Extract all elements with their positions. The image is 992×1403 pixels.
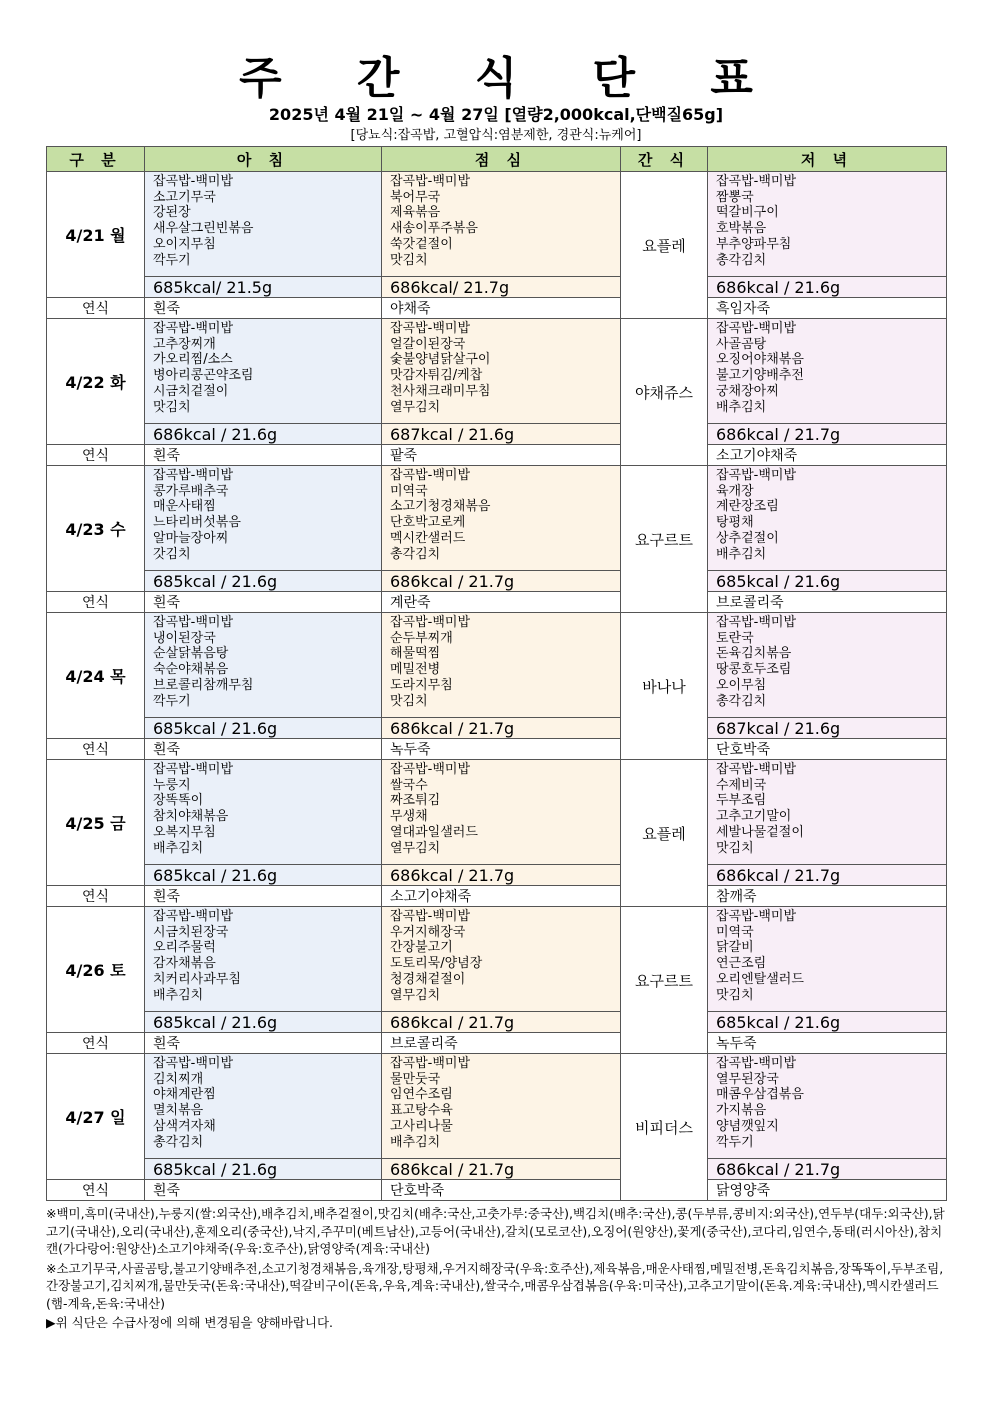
breakfast-items-cell (145, 172, 382, 277)
menu-item: 잡곡밥-백미밥 (716, 909, 797, 924)
lunch-items-list (382, 466, 620, 570)
menu-item: 북어무국 (390, 189, 441, 205)
header-lunch: 점 심 (382, 147, 621, 172)
menu-item: 총각김치 (716, 693, 767, 709)
dinner-porridge: 녹두죽 (708, 1033, 947, 1054)
menu-item: 잡곡밥-백미밥 (716, 321, 797, 336)
day-label: 4/27 일 (47, 1054, 145, 1180)
menu-item: 깍두기 (153, 252, 191, 268)
menu-item: 잡곡밥-백미밥 (716, 762, 797, 777)
dinner-items-list (708, 760, 946, 864)
dinner-items-list (708, 613, 946, 717)
day-menu-row (47, 172, 947, 277)
menu-item: 무생채 (390, 809, 428, 825)
breakfast-calorie: 685kcal / 21.6g (145, 718, 382, 739)
day-menu-row (47, 466, 947, 571)
breakfast-calorie: 685kcal / 21.6g (145, 865, 382, 886)
lunch-calorie: 686kcal / 21.7g (382, 571, 621, 592)
dinner-items-cell (708, 613, 947, 718)
menu-item: 장똑똑이 (153, 793, 204, 809)
menu-item: 육개장 (716, 483, 754, 499)
lunch-calorie: 686kcal/ 21.7g (382, 277, 621, 298)
breakfast-calorie: 685kcal / 21.6g (145, 571, 382, 592)
porridge-label: 연식 (47, 445, 145, 466)
lunch-items-cell (382, 172, 621, 277)
breakfast-calorie: 685kcal / 21.6g (145, 1159, 382, 1180)
menu-item: 계란장조림 (716, 499, 779, 515)
notes-section (46, 1205, 946, 1334)
menu-item: 연근조림 (716, 956, 767, 972)
menu-item: 열무된장국 (716, 1071, 779, 1087)
menu-item: 메밀전병 (390, 662, 441, 678)
menu-item: 간장불고기 (390, 940, 453, 956)
breakfast-porridge: 흰죽 (145, 445, 382, 466)
breakfast-porridge: 흰죽 (145, 298, 382, 319)
menu-item: 알마늘장아찌 (153, 530, 229, 546)
lunch-calorie: 686kcal / 21.7g (382, 865, 621, 886)
dinner-items-cell (708, 319, 947, 424)
menu-body (47, 172, 947, 1201)
lunch-items-cell (382, 760, 621, 865)
breakfast-porridge: 흰죽 (145, 592, 382, 613)
menu-item: 도라지무침 (390, 677, 453, 693)
menu-item: 시금치된장국 (153, 924, 229, 940)
menu-item: 떡갈비구이 (716, 205, 779, 221)
menu-item: 냉이된장국 (153, 630, 216, 646)
dinner-porridge: 브로콜리죽 (708, 592, 947, 613)
menu-item: 총각김치 (716, 252, 767, 268)
menu-item: 소고기청경채볶음 (390, 499, 491, 515)
menu-item: 맛김치 (390, 252, 428, 268)
calorie-row (47, 277, 947, 298)
menu-item: 짜조튀김 (390, 793, 441, 809)
lunch-items-cell (382, 319, 621, 424)
change-notice: ▶위 식단은 수급사정에 의해 변경됨을 양해바랍니다. (46, 1315, 334, 1330)
origin-note-2: ※소고기무국,사골곰탕,불고기양배추전,소고기청경채볶음,육개장,탕평채,우거지해장국(우육:호주산),제육볶음,매운사태찜,메밀전병,돈육김치볶음,장똑똑이,두부조림,간장불고기,김치찌개,물만둣국(돈육:국내산),떡갈비구이(돈육,우육,계육:국내산),쌀국수,매콤우삼겹볶음(우육:미국산),고추고기말이(돈육.계육:국내산),멕시칸샐러드(햄-계육,돈육:국내산) (46, 1260, 944, 1311)
menu-item: 열대과일샐러드 (390, 824, 478, 840)
lunch-items-cell (382, 466, 621, 571)
calorie-row (47, 1012, 947, 1033)
menu-item: 해물떡찜 (390, 646, 441, 662)
menu-item: 소고기무국 (153, 189, 216, 205)
dinner-calorie: 686kcal / 21.6g (708, 277, 947, 298)
weekly-menu-table (46, 146, 947, 1201)
menu-item: 쑥갓겉절이 (390, 236, 453, 252)
table-header-row (47, 147, 947, 172)
date-range-subtitle: 2025년 4월 21일 ~ 4월 27일 [열량2,000kcal,단백질65g] (268, 105, 724, 124)
lunch-calorie: 686kcal / 21.7g (382, 1159, 621, 1180)
menu-item: 잡곡밥-백미밥 (390, 174, 471, 189)
menu-item: 숙순야채볶음 (153, 662, 229, 678)
menu-item: 잡곡밥-백미밥 (716, 1056, 797, 1071)
dinner-porridge: 단호박죽 (708, 739, 947, 760)
calorie-row (47, 1159, 947, 1180)
menu-item: 잡곡밥-백미밥 (390, 468, 471, 483)
menu-item: 매콤우삼겹볶음 (716, 1087, 804, 1103)
dinner-porridge: 참깨죽 (708, 886, 947, 907)
breakfast-items-list (145, 613, 381, 717)
menu-item: 우거지해장국 (390, 924, 466, 940)
menu-item: 잡곡밥-백미밥 (153, 1056, 234, 1071)
breakfast-porridge: 흰죽 (145, 886, 382, 907)
menu-item: 가지볶음 (716, 1103, 767, 1119)
menu-item: 갓김치 (153, 546, 191, 562)
snack-item: 요구르트 (621, 466, 708, 613)
menu-item: 미역국 (716, 924, 754, 940)
breakfast-items-list (145, 1054, 381, 1158)
menu-item: 궁채장아찌 (716, 383, 779, 399)
porridge-row (47, 1033, 947, 1054)
menu-item: 매운사태찜 (153, 499, 216, 515)
menu-item: 깍두기 (716, 1134, 754, 1150)
menu-item: 야채계란찜 (153, 1087, 216, 1103)
menu-item: 깍두기 (153, 693, 191, 709)
day-label: 4/21 월 (47, 172, 145, 298)
porridge-label: 연식 (47, 886, 145, 907)
header-day: 구 분 (47, 147, 145, 172)
breakfast-items-cell (145, 466, 382, 571)
lunch-porridge: 팥죽 (382, 445, 621, 466)
menu-item: 배추김치 (716, 546, 767, 562)
menu-item: 잡곡밥-백미밥 (390, 321, 471, 336)
menu-item: 잡곡밥-백미밥 (153, 468, 234, 483)
menu-item: 잡곡밥-백미밥 (153, 174, 234, 189)
dinner-items-cell (708, 760, 947, 865)
dinner-calorie: 685kcal / 21.6g (708, 571, 947, 592)
menu-item: 병아리콩곤약조림 (153, 368, 254, 384)
menu-item: 천사채크래미무침 (390, 383, 491, 399)
menu-item: 맛김치 (390, 693, 428, 709)
header-snack: 간 식 (621, 147, 708, 172)
lunch-porridge: 단호박죽 (382, 1180, 621, 1201)
menu-item: 잡곡밥-백미밥 (153, 321, 234, 336)
breakfast-porridge: 흰죽 (145, 1033, 382, 1054)
menu-item: 불고기양배추전 (716, 368, 804, 384)
menu-item: 시금치겉절이 (153, 383, 229, 399)
menu-item: 오복지무침 (153, 824, 216, 840)
porridge-label: 연식 (47, 739, 145, 760)
breakfast-porridge: 흰죽 (145, 1180, 382, 1201)
day-menu-row (47, 760, 947, 865)
lunch-items-list (382, 1054, 620, 1158)
day-menu-row (47, 1054, 947, 1159)
menu-item: 콩가루배추국 (153, 483, 229, 499)
dinner-porridge: 흑임자죽 (708, 298, 947, 319)
menu-item: 탕평채 (716, 515, 754, 531)
menu-item: 사골곰탕 (716, 336, 767, 352)
dinner-calorie: 686kcal / 21.7g (708, 865, 947, 886)
dinner-items-cell (708, 172, 947, 277)
menu-item: 두부조림 (716, 793, 767, 809)
menu-item: 세발나물겉절이 (716, 824, 804, 840)
breakfast-items-cell (145, 319, 382, 424)
menu-item: 맛김치 (716, 840, 754, 856)
porridge-label: 연식 (47, 1180, 145, 1201)
menu-item: 순살닭볶음탕 (153, 646, 229, 662)
lunch-calorie: 687kcal / 21.6g (382, 424, 621, 445)
menu-item: 땅콩호두조림 (716, 662, 792, 678)
porridge-row (47, 739, 947, 760)
menu-item: 잡곡밥-백미밥 (153, 762, 234, 777)
porridge-row (47, 592, 947, 613)
menu-item: 누룽지 (153, 777, 191, 793)
snack-item: 비피더스 (621, 1054, 708, 1201)
menu-item: 단호박고로케 (390, 515, 466, 531)
dinner-calorie: 685kcal / 21.6g (708, 1012, 947, 1033)
menu-item: 잡곡밥-백미밥 (390, 762, 471, 777)
menu-item: 맛김치 (153, 399, 191, 415)
menu-item: 고사리나물 (390, 1118, 453, 1134)
breakfast-items-cell (145, 760, 382, 865)
menu-item: 돈육김치볶음 (716, 646, 792, 662)
breakfast-calorie: 685kcal / 21.6g (145, 1012, 382, 1033)
menu-item: 멕시칸샐러드 (390, 530, 466, 546)
breakfast-items-list (145, 466, 381, 570)
menu-item: 오이무침 (716, 677, 767, 693)
menu-item: 수제비국 (716, 777, 767, 793)
calorie-row (47, 865, 947, 886)
menu-item: 토란국 (716, 630, 754, 646)
day-label: 4/23 수 (47, 466, 145, 592)
menu-item: 열무김치 (390, 399, 441, 415)
menu-item: 총각김치 (390, 546, 441, 562)
menu-item: 청경채겉절이 (390, 971, 466, 987)
menu-item: 감자채볶음 (153, 956, 216, 972)
menu-item: 삼색겨자채 (153, 1118, 216, 1134)
porridge-label: 연식 (47, 1033, 145, 1054)
dinner-items-cell (708, 907, 947, 1012)
lunch-calorie: 686kcal / 21.7g (382, 1012, 621, 1033)
menu-item: 총각김치 (153, 1134, 204, 1150)
menu-item: 가오리찜/소스 (153, 352, 233, 368)
breakfast-items-list (145, 760, 381, 864)
menu-item: 잡곡밥-백미밥 (390, 909, 471, 924)
menu-item: 멸치볶음 (153, 1103, 204, 1119)
menu-item: 강된장 (153, 205, 191, 221)
porridge-row (47, 1180, 947, 1201)
breakfast-items-list (145, 907, 381, 1011)
diet-note: [당뇨식:잡곡밥, 고혈압식:염분제한, 경관식:뉴케어] (350, 128, 642, 143)
porridge-label: 연식 (47, 592, 145, 613)
menu-item: 열무김치 (390, 840, 441, 856)
day-menu-row (47, 319, 947, 424)
menu-item: 오징어야채볶음 (716, 352, 804, 368)
menu-item: 상추겉절이 (716, 530, 779, 546)
header-breakfast: 아 침 (145, 147, 382, 172)
snack-item: 요구르트 (621, 907, 708, 1054)
menu-item: 물만둣국 (390, 1071, 441, 1087)
dinner-items-list (708, 907, 946, 1011)
lunch-items-list (382, 907, 620, 1011)
menu-item: 잡곡밥-백미밥 (716, 468, 797, 483)
menu-item: 짬뽕국 (716, 189, 754, 205)
day-label: 4/24 목 (47, 613, 145, 739)
menu-item: 잡곡밥-백미밥 (153, 615, 234, 630)
lunch-porridge: 계란죽 (382, 592, 621, 613)
menu-item: 잡곡밥-백미밥 (153, 909, 234, 924)
menu-item: 맛감자튀김/케찹 (390, 368, 483, 384)
menu-item: 치커리사과무침 (153, 971, 241, 987)
menu-item: 잡곡밥-백미밥 (390, 1056, 471, 1071)
lunch-porridge: 녹두죽 (382, 739, 621, 760)
breakfast-calorie: 685kcal/ 21.5g (145, 277, 382, 298)
porridge-row (47, 298, 947, 319)
page-title: 주 간 식 단 표 (239, 53, 783, 104)
menu-item: 오리주물럭 (153, 940, 216, 956)
menu-item: 브로콜리참깨무침 (153, 677, 254, 693)
menu-item: 잡곡밥-백미밥 (390, 615, 471, 630)
day-label: 4/22 화 (47, 319, 145, 445)
menu-item: 고추장찌개 (153, 336, 216, 352)
menu-item: 배추김치 (716, 399, 767, 415)
menu-item: 숯불양념닭살구이 (390, 352, 491, 368)
breakfast-items-cell (145, 1054, 382, 1159)
dinner-calorie: 686kcal / 21.7g (708, 424, 947, 445)
dinner-items-list (708, 466, 946, 570)
breakfast-items-list (145, 319, 381, 423)
menu-item: 오리엔탈샐러드 (716, 971, 804, 987)
dinner-items-list (708, 319, 946, 423)
dinner-porridge: 닭영양죽 (708, 1180, 947, 1201)
menu-item: 고추고기말이 (716, 809, 792, 825)
lunch-items-cell (382, 613, 621, 718)
snack-item: 요플레 (621, 172, 708, 319)
menu-item: 잡곡밥-백미밥 (716, 615, 797, 630)
menu-item: 표고탕수육 (390, 1103, 453, 1119)
menu-item: 순두부찌개 (390, 630, 453, 646)
menu-item: 배추김치 (153, 840, 204, 856)
lunch-items-cell (382, 907, 621, 1012)
menu-item: 쌀국수 (390, 777, 428, 793)
breakfast-items-list (145, 172, 381, 276)
lunch-items-cell (382, 1054, 621, 1159)
menu-item: 닭갈비 (716, 940, 754, 956)
menu-item: 미역국 (390, 483, 428, 499)
porridge-row (47, 445, 947, 466)
menu-item: 제육볶음 (390, 205, 441, 221)
origin-note-1: ※백미,흑미(국내산),누룽지(쌀:외국산),배추김치,배추겉절이,맛김치(배추:국산,고춧가루:중국산),백김치(배추:국산),콩(두부류,콩비지:외국산),연두부(대두:외국산),닭고기(국내산),오리(국내산),훈제오리(중국산),낙지,주꾸미(베트남산),고등어(국내산),갈치(모로코산),오징어(원양산),꽃게(중국산),코다리,임연수,동태(러시아산),참치캔(가다랑어:원양산)소고기야채죽(우육:호주산),닭영양죽(계육:국내산) (46, 1206, 945, 1256)
lunch-porridge: 야채죽 (382, 298, 621, 319)
menu-item: 호박볶음 (716, 221, 767, 237)
menu-item: 배추김치 (390, 1134, 441, 1150)
day-label: 4/25 금 (47, 760, 145, 886)
menu-item: 오이지무침 (153, 236, 216, 252)
menu-item: 김치찌개 (153, 1071, 204, 1087)
dinner-items-cell (708, 466, 947, 571)
lunch-porridge: 소고기야채죽 (382, 886, 621, 907)
dinner-calorie: 687kcal / 21.6g (708, 718, 947, 739)
menu-item: 열무김치 (390, 987, 441, 1003)
calorie-row (47, 571, 947, 592)
menu-item: 배추김치 (153, 987, 204, 1003)
lunch-porridge: 브로콜리죽 (382, 1033, 621, 1054)
menu-item: 부추양파무침 (716, 236, 792, 252)
menu-item: 양념깻잎지 (716, 1118, 779, 1134)
menu-item: 임연수조림 (390, 1087, 453, 1103)
day-menu-row (47, 613, 947, 718)
dinner-calorie: 686kcal / 21.7g (708, 1159, 947, 1180)
porridge-row (47, 886, 947, 907)
breakfast-calorie: 686kcal / 21.6g (145, 424, 382, 445)
porridge-label: 연식 (47, 298, 145, 319)
menu-item: 맛김치 (716, 987, 754, 1003)
menu-item: 느타리버섯볶음 (153, 515, 241, 531)
dinner-items-list (708, 1054, 946, 1158)
day-menu-row (47, 907, 947, 1012)
lunch-items-list (382, 319, 620, 423)
menu-item: 참치야채볶음 (153, 809, 229, 825)
menu-item: 잡곡밥-백미밥 (716, 174, 797, 189)
menu-item: 얼갈이된장국 (390, 336, 466, 352)
day-label: 4/26 토 (47, 907, 145, 1033)
calorie-row (47, 718, 947, 739)
menu-item: 새우살그린빈볶음 (153, 221, 254, 237)
snack-item: 바나나 (621, 613, 708, 760)
breakfast-items-cell (145, 907, 382, 1012)
menu-item: 새송이푸주볶음 (390, 221, 478, 237)
snack-item: 요플레 (621, 760, 708, 907)
calorie-row (47, 424, 947, 445)
lunch-items-list (382, 760, 620, 864)
dinner-porridge: 소고기야채죽 (708, 445, 947, 466)
menu-item: 도토리묵/양념장 (390, 956, 483, 972)
lunch-items-list (382, 172, 620, 276)
dinner-items-cell (708, 1054, 947, 1159)
lunch-items-list (382, 613, 620, 717)
lunch-calorie: 686kcal / 21.7g (382, 718, 621, 739)
breakfast-items-cell (145, 613, 382, 718)
dinner-items-list (708, 172, 946, 276)
header-dinner: 저 녁 (708, 147, 947, 172)
breakfast-porridge: 흰죽 (145, 739, 382, 760)
snack-item: 야채쥬스 (621, 319, 708, 466)
